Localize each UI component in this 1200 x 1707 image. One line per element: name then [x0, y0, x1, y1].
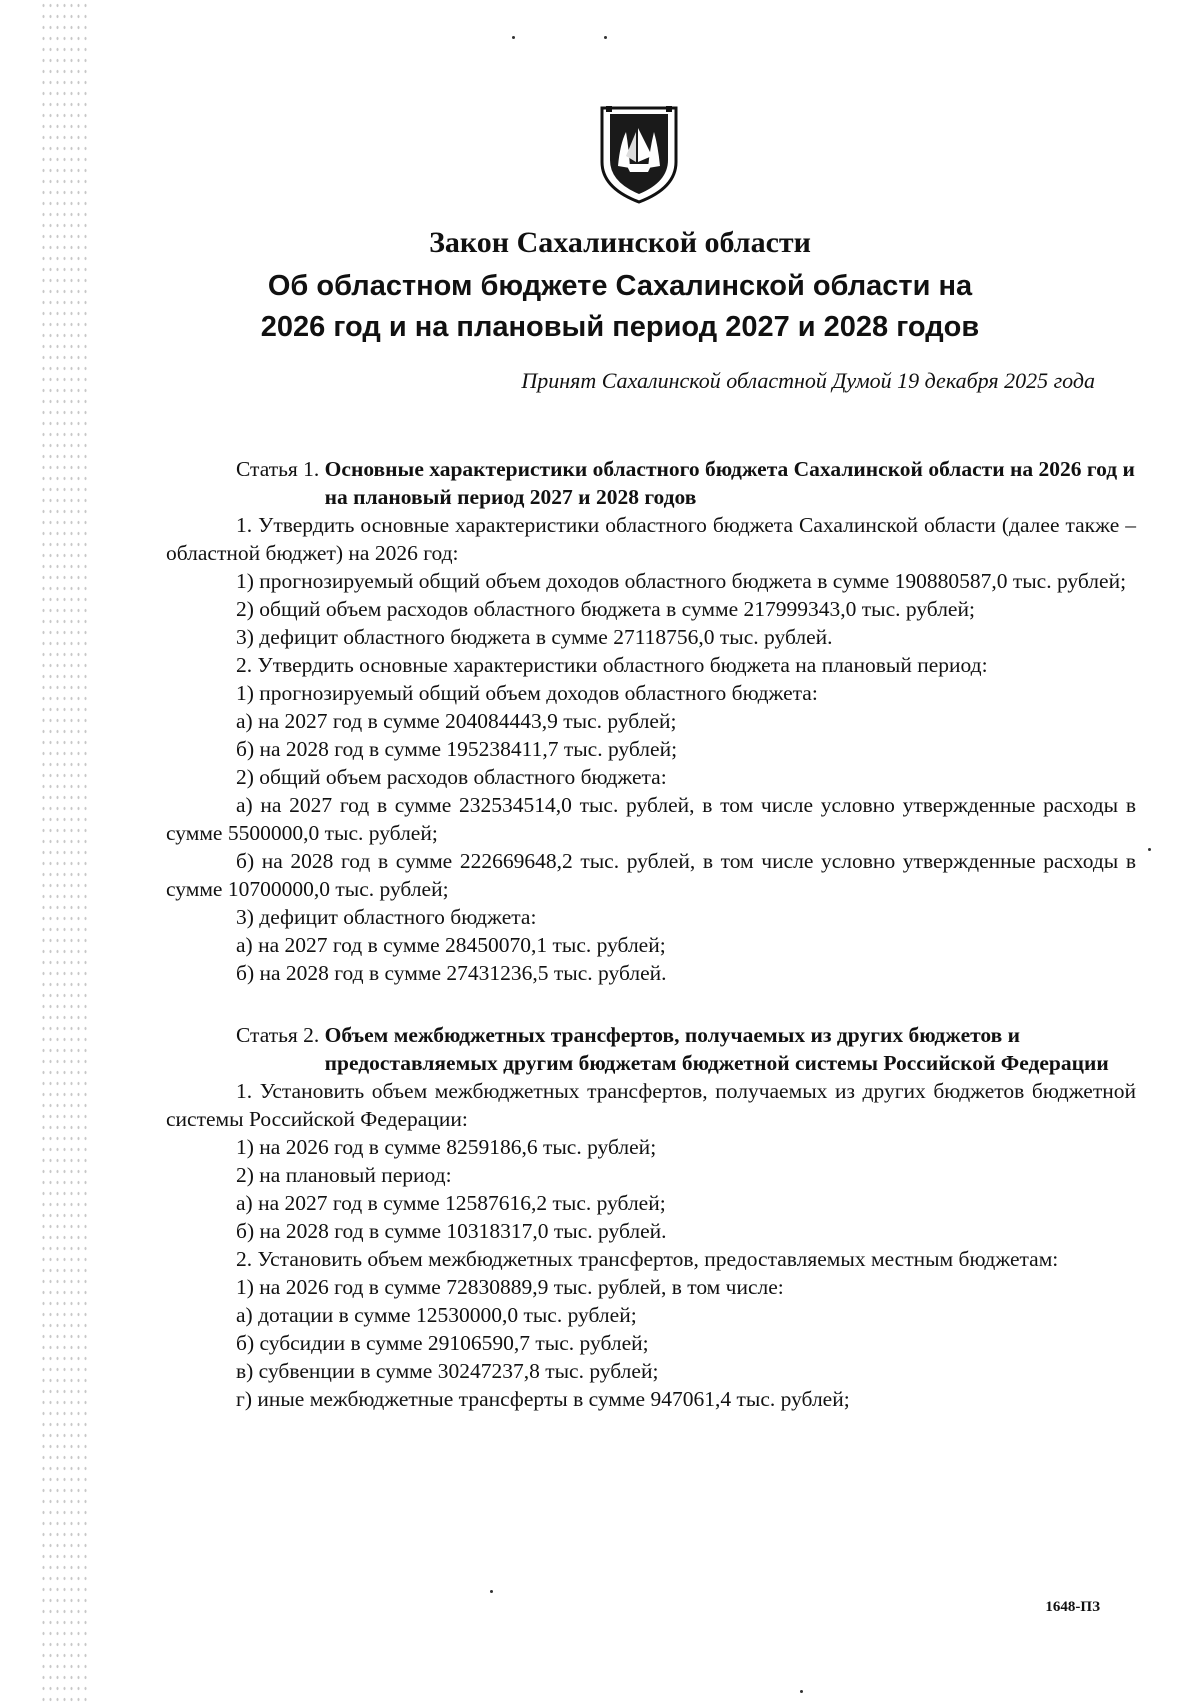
scan-speck [1148, 848, 1151, 851]
article-2-paragraph: а) на 2027 год в сумме 12587616,2 тыс. рублей; [236, 1191, 666, 1215]
article-2-paragraph: 1) на 2026 год в сумме 8259186,6 тыс. рублей; [236, 1135, 657, 1159]
article-2-paragraph: 1) на 2026 год в сумме 72830889,9 тыс. рублей, в том числе: [236, 1275, 784, 1299]
scan-speck [490, 1590, 493, 1593]
law-subtitle-line-2: 2026 год и на плановый период 2027 и 2028 годов [260, 311, 980, 343]
law-subtitle [160, 266, 1080, 348]
article-1-paragraph: 2) общий объем расходов областного бюджета в сумме 217999343,0 тыс. рублей; [236, 597, 975, 621]
article-1-paragraph: 3) дефицит областного бюджета: [236, 905, 537, 929]
article-1-heading [166, 455, 1136, 511]
scan-speck [800, 1690, 803, 1693]
article-1-paragraph: а) на 2027 год в сумме 232534514,0 тыс. рублей, в том числе условно утвержденные расходы в сумме 5500000,0 тыс. рублей; [166, 793, 1136, 845]
article-2-paragraph: б) субсидии в сумме 29106590,7 тыс. рублей; [236, 1331, 649, 1355]
article-2-paragraph: 2. Установить объем межбюджетных трансфертов, предоставляемых местным бюджетам: [236, 1247, 1059, 1271]
article-1-paragraph: 3) дефицит областного бюджета в сумме 27118756,0 тыс. рублей. [236, 625, 833, 649]
article-2-paragraph: в) субвенции в сумме 30247237,8 тыс. рублей; [236, 1359, 659, 1383]
article-2-paragraph: 2) на плановый период: [236, 1163, 452, 1187]
article-1-paragraph: а) на 2027 год в сумме 204084443,9 тыс. рублей; [236, 709, 677, 733]
scan-speck [604, 36, 607, 39]
article-1-paragraph: б) на 2028 год в сумме 222669648,2 тыс. рублей, в том числе условно утвержденные расходы в сумме 10700000,0 тыс. рублей; [166, 849, 1136, 901]
article-2-paragraph: б) на 2028 год в сумме 10318317,0 тыс. рублей. [236, 1219, 667, 1243]
article-2-paragraph: а) дотации в сумме 12530000,0 тыс. рублей; [236, 1303, 637, 1327]
article-1-paragraph: 2. Утвердить основные характеристики областного бюджета на плановый период: [236, 653, 988, 677]
article-1-paragraph: 1) прогнозируемый общий объем доходов областного бюджета в сумме 190880587,0 тыс. рублей; [236, 569, 1127, 593]
article-2-label: Статья 2. [236, 1023, 325, 1047]
article-2-title: Объем межбюджетных трансфертов, получаемых из других бюджетов и предоставляемых другим бюджетам бюджетной системы Российской Федерации [324, 1023, 1109, 1075]
law-body [166, 455, 1136, 1413]
scan-noise-edge [40, 0, 90, 1707]
article-1-paragraph: а) на 2027 год в сумме 28450070,1 тыс. рублей; [236, 933, 666, 957]
article-2-heading [166, 1021, 1136, 1077]
law-title: Закон Сахалинской области [429, 226, 811, 259]
document-code: 1648-ПЗ [1045, 1599, 1100, 1615]
article-2-paragraph: г) иные межбюджетные трансферты в сумме 947061,4 тыс. рублей; [236, 1387, 850, 1411]
article-1-paragraph: 1. Утвердить основные характеристики областного бюджета Сахалинской области (далее также – областной бюджет) на 2026 год: [166, 513, 1136, 565]
article-1-paragraph: 2) общий объем расходов областного бюджета: [236, 765, 667, 789]
article-1-label: Статья 1. [236, 457, 325, 481]
law-subtitle-line-1: Об областном бюджете Сахалинской области на [267, 270, 973, 302]
coat-of-arms-icon [596, 104, 682, 204]
article-1-paragraph: б) на 2028 год в сумме 195238411,7 тыс. рублей; [236, 737, 678, 761]
article-2-paragraph: 1. Установить объем межбюджетных трансфертов, получаемых из других бюджетов бюджетной системы Российской Федерации: [166, 1079, 1136, 1131]
article-1-title: Основные характеристики областного бюджета Сахалинской области на 2026 год и на плановый период 2027 и 2028 годов [324, 457, 1135, 509]
article-1-paragraph: 1) прогнозируемый общий объем доходов областного бюджета: [236, 681, 818, 705]
article-spacer [166, 987, 1136, 1021]
scan-speck [512, 36, 515, 39]
article-1-paragraph: б) на 2028 год в сумме 27431236,5 тыс. рублей. [236, 961, 667, 985]
adoption-note: Принят Сахалинской областной Думой 19 декабря 2025 года [521, 368, 1095, 393]
